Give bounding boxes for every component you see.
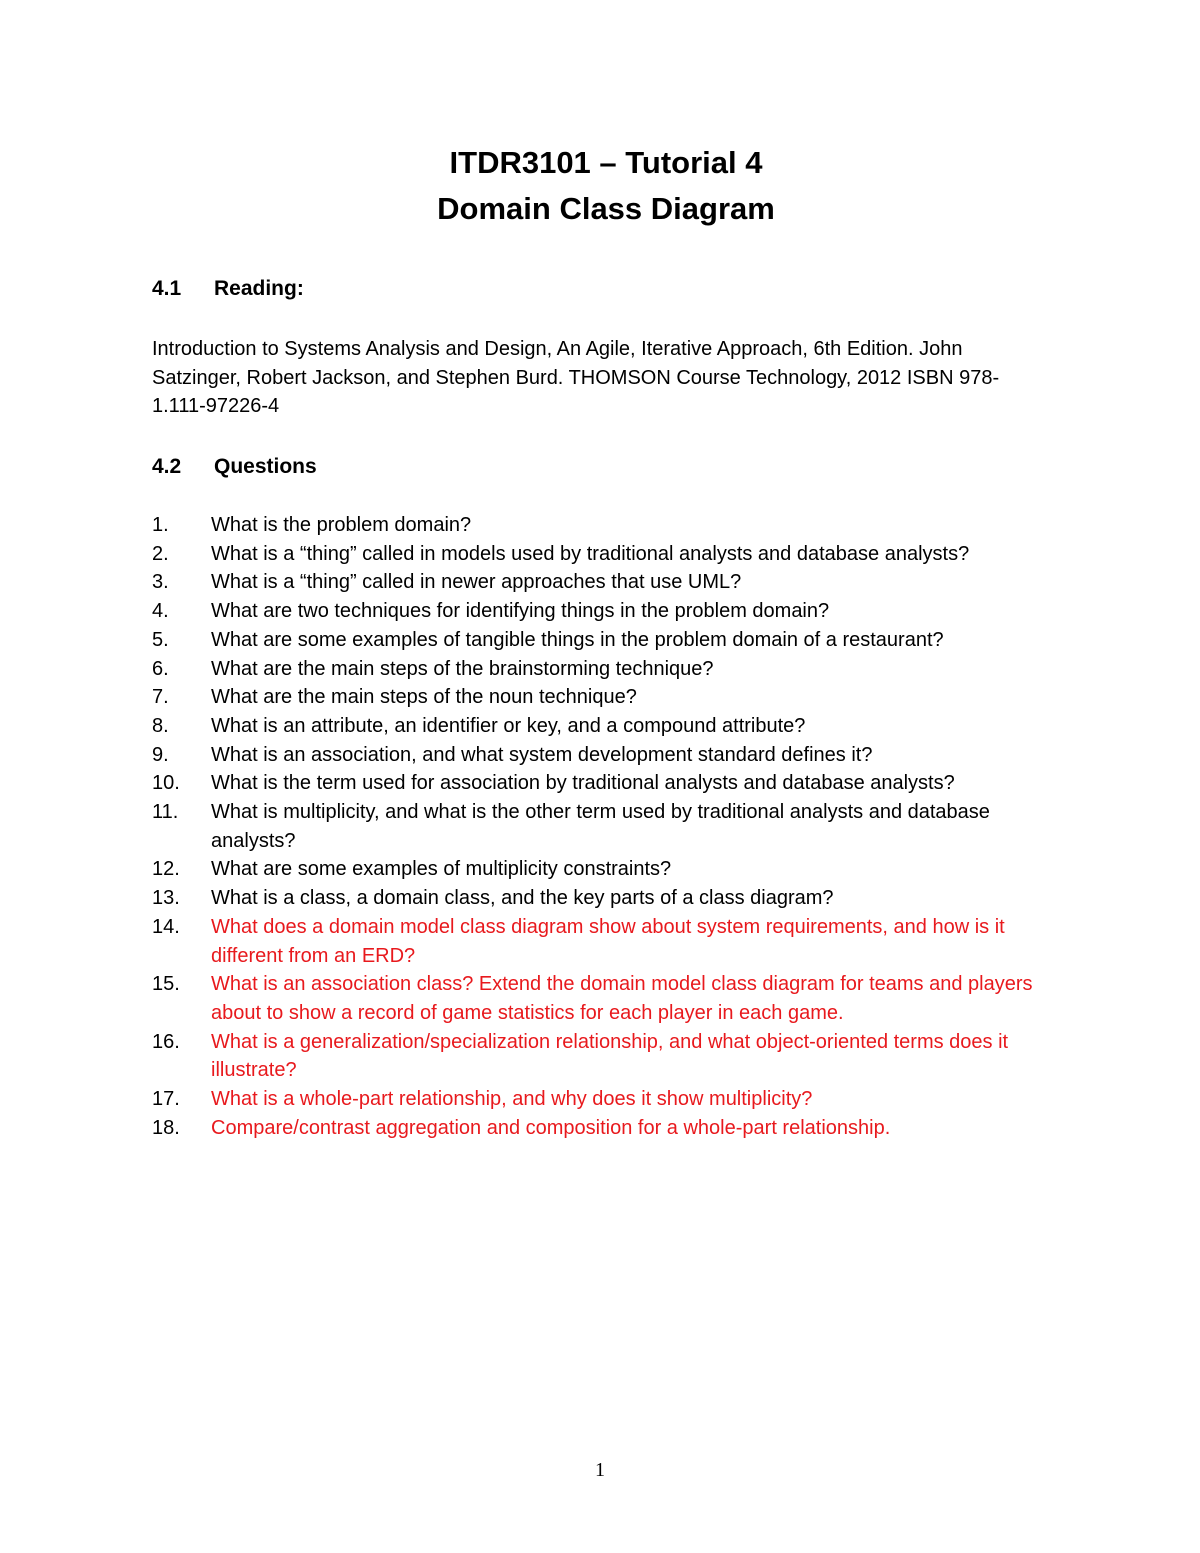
question-item xyxy=(152,568,1062,597)
question-text: What are the main steps of the brainstorming technique? xyxy=(211,657,714,680)
page-subtitle: Domain Class Diagram xyxy=(437,191,775,226)
question-text: What is the term used for association by traditional analysts and database analysts? xyxy=(211,772,955,795)
questions-section-number: 4.2 xyxy=(152,455,182,478)
question-text: What is a generalization/specialization relationship, and what object-oriented terms does it illustrate? xyxy=(211,1030,1009,1082)
page-number: 1 xyxy=(595,1459,605,1481)
questions-section-title: Questions xyxy=(214,455,317,478)
question-item xyxy=(152,540,1062,569)
question-item xyxy=(152,1028,1062,1085)
question-item xyxy=(152,655,1062,684)
question-item xyxy=(152,683,1062,712)
question-text: What is a “thing” called in models used by traditional analysts and database analysts? xyxy=(211,542,970,565)
question-number: 17. xyxy=(152,1088,180,1111)
question-number: 12. xyxy=(152,858,180,881)
question-text: What is a class, a domain class, and the key parts of a class diagram? xyxy=(211,887,834,910)
question-text: Compare/contrast aggregation and composition for a whole-part relationship. xyxy=(211,1116,891,1139)
question-text: What is the problem domain? xyxy=(211,514,472,536)
question-number: 6. xyxy=(152,657,169,680)
question-text: What is a “thing” called in newer approaches that use UML? xyxy=(211,571,742,594)
question-text: What are two techniques for identifying things in the problem domain? xyxy=(211,600,830,623)
question-number: 8. xyxy=(152,714,169,737)
question-item xyxy=(152,712,1062,741)
title-block xyxy=(0,143,1200,229)
reading-citation: Introduction to Systems Analysis and Design, An Agile, Iterative Approach, 6th Edition. John Satzinger, Robert Jackson, and Stephen Burd. THOMSON Course Technology, 2012 ISBN 978-1.111-97226-4 xyxy=(152,338,1000,417)
question-text: What is a whole-part relationship, and why does it show multiplicity? xyxy=(211,1088,813,1111)
question-number: 7. xyxy=(152,686,169,709)
question-text: What is an association, and what system development standard defines it? xyxy=(211,743,873,766)
question-number: 4. xyxy=(152,600,169,623)
question-number: 13. xyxy=(152,887,180,910)
question-text: What are the main steps of the noun technique? xyxy=(211,686,637,709)
question-text: What is an attribute, an identifier or key, and a compound attribute? xyxy=(211,714,806,737)
question-number: 14. xyxy=(152,915,180,938)
question-text: What are some examples of multiplicity constraints? xyxy=(211,858,672,881)
question-item xyxy=(152,626,1062,655)
question-number: 15. xyxy=(152,973,180,996)
reading-section-title: Reading: xyxy=(214,277,304,300)
question-number: 11. xyxy=(152,801,179,824)
question-item xyxy=(152,769,1062,798)
question-text: What does a domain model class diagram show about system requirements, and how is it different from an ERD? xyxy=(211,915,1005,967)
page-title: ITDR3101 – Tutorial 4 xyxy=(449,145,763,180)
question-text: What is multiplicity, and what is the other term used by traditional analysts and database analysts? xyxy=(211,801,990,852)
question-item xyxy=(152,884,1062,913)
question-item xyxy=(152,913,1062,970)
question-text: What is an association class? Extend the domain model class diagram for teams and players about to show a record of game statistics for each player in each game. xyxy=(211,973,1033,1024)
question-number: 9. xyxy=(152,743,169,766)
question-number: 2. xyxy=(152,542,169,565)
questions-heading xyxy=(152,453,317,481)
question-item xyxy=(152,1114,1062,1143)
questions-list xyxy=(152,511,1062,1142)
question-item xyxy=(152,741,1062,770)
reading-heading xyxy=(152,275,304,303)
question-number: 16. xyxy=(152,1030,180,1053)
question-item xyxy=(152,597,1062,626)
reading-section-number: 4.1 xyxy=(152,277,182,300)
question-item xyxy=(152,798,1062,855)
question-item xyxy=(152,1085,1062,1114)
question-number: 5. xyxy=(152,628,169,651)
question-text: What are some examples of tangible things in the problem domain of a restaurant? xyxy=(211,628,944,651)
question-number: 10. xyxy=(152,772,180,795)
question-item xyxy=(152,511,1062,540)
question-number: 3. xyxy=(152,571,169,594)
question-item xyxy=(152,970,1062,1027)
question-number: 1. xyxy=(152,514,169,536)
question-item xyxy=(152,855,1062,884)
question-number: 18. xyxy=(152,1116,180,1139)
